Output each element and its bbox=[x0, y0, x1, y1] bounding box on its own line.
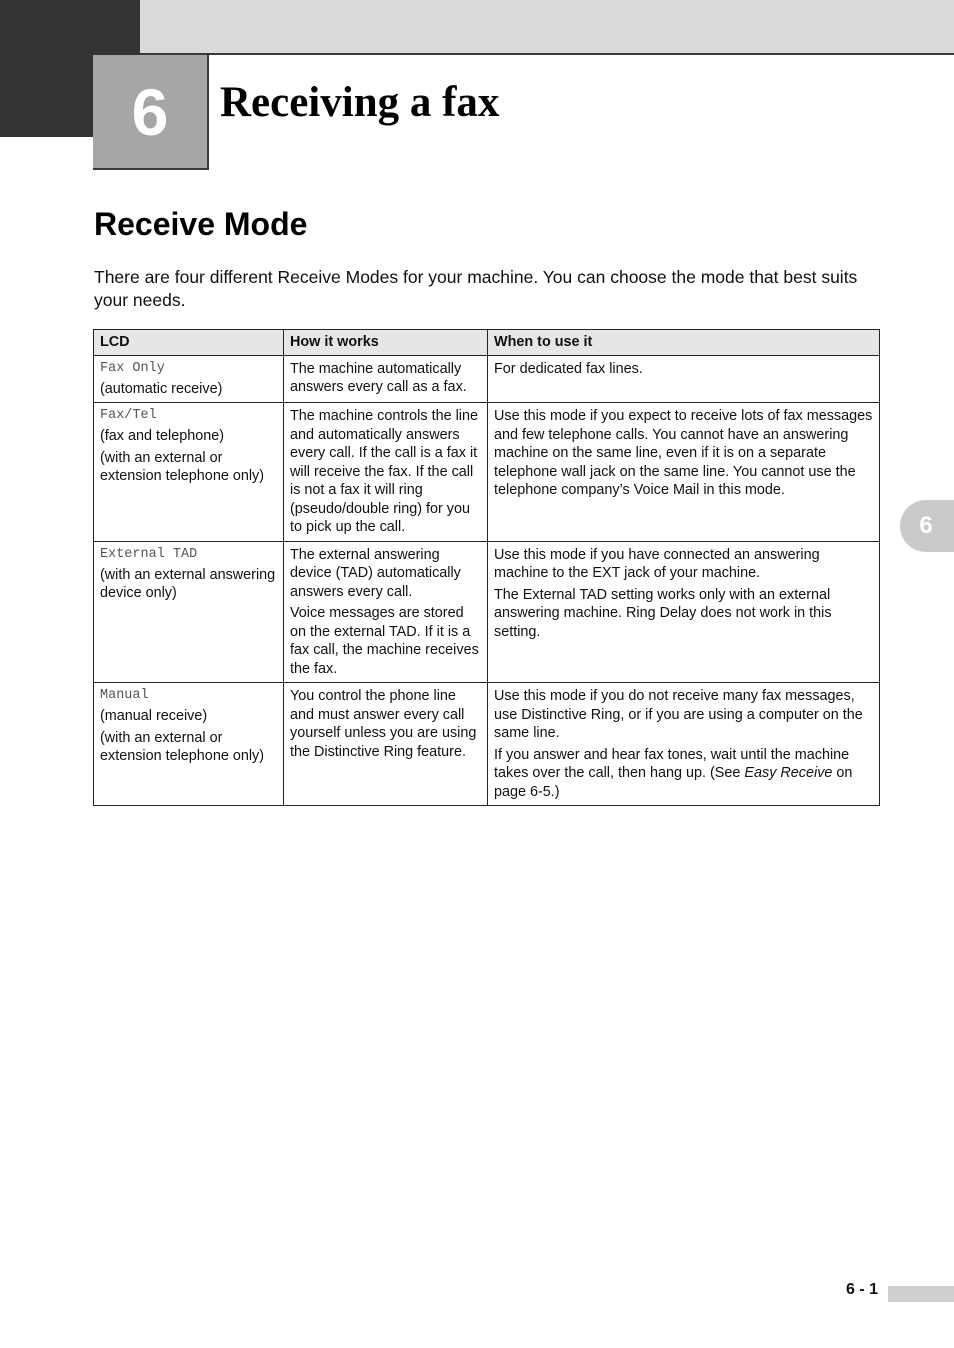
how-cell bbox=[284, 541, 488, 683]
lcd-note: (with an external answering device only) bbox=[100, 566, 276, 601]
table-row bbox=[94, 355, 880, 403]
easy-receive-reference: Easy Receive bbox=[744, 765, 833, 781]
header-when-to-use: When to use it bbox=[488, 330, 880, 356]
header-lcd: LCD bbox=[94, 330, 284, 356]
how-text: Voice messages are stored on the external TAD. If it is a fax call, the machine receives the fax. bbox=[290, 605, 479, 677]
lcd-cell bbox=[94, 541, 284, 683]
lcd-note: (with an external or extension telephone only) bbox=[100, 449, 265, 484]
page-number: 6 - 1 bbox=[846, 1281, 879, 1298]
how-text: You control the phone line and must answer every call yourself unless you are using the Distinctive Ring feature. bbox=[290, 688, 477, 760]
when-cell bbox=[488, 403, 880, 542]
lcd-note: (automatic receive) bbox=[100, 380, 223, 397]
side-tab-label: 6 bbox=[919, 512, 933, 539]
how-text: The external answering device (TAD) automatically answers every call. bbox=[290, 546, 461, 600]
receive-mode-table bbox=[93, 329, 880, 806]
when-text-part: If you answer and hear fax tones, wait until the machine takes over the call, then hang up. (See bbox=[494, 746, 850, 781]
section-intro: There are four different Receive Modes for your machine. You can choose the mode that best suits your needs. bbox=[94, 267, 858, 310]
header-band bbox=[140, 0, 954, 55]
lcd-text: External TAD bbox=[100, 546, 198, 562]
lcd-note: (with an external or extension telephone only) bbox=[100, 729, 265, 764]
lcd-cell bbox=[94, 355, 284, 403]
table-header-row bbox=[94, 330, 880, 356]
lcd-text: Fax/Tel bbox=[100, 408, 157, 423]
lcd-cell bbox=[94, 683, 284, 806]
table-row bbox=[94, 541, 880, 683]
how-cell bbox=[284, 403, 488, 542]
lcd-note: (fax and telephone) bbox=[100, 428, 225, 444]
footer-bar bbox=[888, 1286, 954, 1302]
lcd-note: (manual receive) bbox=[100, 708, 208, 724]
chapter-title: Receiving a fax bbox=[220, 79, 500, 126]
when-text-with-reference bbox=[494, 746, 873, 802]
chapter-number-box bbox=[93, 55, 209, 170]
when-text: The External TAD setting works only with an external answering machine. Ring Delay does not work in this setting. bbox=[494, 586, 832, 640]
section-title: Receive Mode bbox=[94, 206, 308, 242]
chapter-number: 6 bbox=[131, 74, 169, 149]
how-text: The machine automatically answers every call as a fax. bbox=[290, 360, 467, 395]
when-cell bbox=[488, 355, 880, 403]
when-cell bbox=[488, 541, 880, 683]
when-text: Use this mode if you do not receive many fax messages, use Distinctive Ring, or if you are using a computer on the same line. bbox=[494, 688, 863, 741]
table-row bbox=[94, 683, 880, 806]
chapter-side-tab bbox=[900, 500, 954, 552]
header-how-it-works: How it works bbox=[284, 330, 488, 356]
table-row bbox=[94, 403, 880, 542]
lcd-cell bbox=[94, 403, 284, 542]
lcd-text: Fax Only bbox=[100, 360, 165, 376]
how-text: The machine controls the line and automatically answers every call. If the call is a fax it will receive the fax. If the call is not a fax it will ring (pseudo/double ring) for you to pick up the call. bbox=[290, 408, 478, 535]
how-cell bbox=[284, 355, 488, 403]
when-text: Use this mode if you have connected an answering machine to the EXT jack of your machine. bbox=[494, 546, 820, 581]
when-cell bbox=[488, 683, 880, 806]
lcd-text: Manual bbox=[100, 688, 149, 703]
when-text: For dedicated fax lines. bbox=[494, 360, 643, 377]
how-cell bbox=[284, 683, 488, 806]
when-text-part: on page 6-5.) bbox=[494, 765, 853, 800]
when-text: Use this mode if you expect to receive lots of fax messages and few telephone calls. You cannot have an answering machine on the same line, even if it is on a separate telephone wall jack on the same line. You cannot use the telephone company’s Voice Mail in this mode. bbox=[494, 408, 873, 498]
